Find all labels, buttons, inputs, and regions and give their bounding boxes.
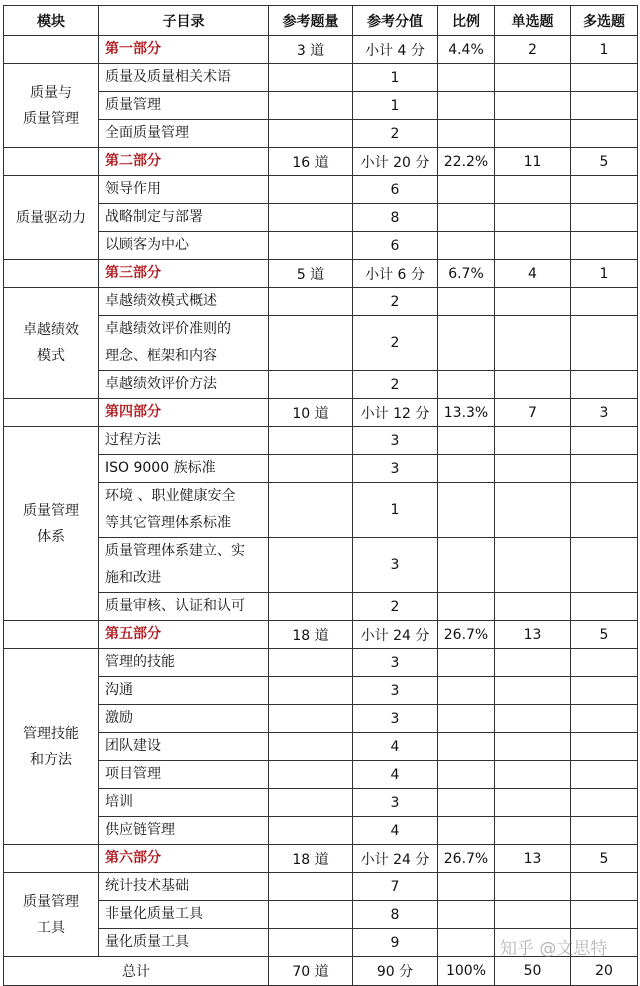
item-ratio-cell <box>438 371 495 399</box>
part-blank-cell <box>4 621 99 649</box>
item-score: 2 <box>353 371 438 399</box>
item-count-cell <box>269 232 353 260</box>
item-ratio-cell <box>438 316 495 371</box>
item-ratio-cell <box>438 789 495 817</box>
subdirectory-name: 质量及质量相关术语 <box>99 64 269 92</box>
part-single: 13 <box>495 621 571 649</box>
item-count-cell <box>269 929 353 957</box>
item-ratio-cell <box>438 64 495 92</box>
item-score: 3 <box>353 427 438 455</box>
item-ratio-cell <box>438 873 495 901</box>
item-ratio-cell <box>438 204 495 232</box>
subdirectory-name: 管理的技能 <box>99 649 269 677</box>
module-name: 质量管理 体系 <box>4 427 99 621</box>
subdirectory-name: 卓越绩效模式概述 <box>99 288 269 316</box>
item-multi-cell <box>571 733 638 761</box>
item-ratio-cell <box>438 649 495 677</box>
item-multi-cell <box>571 288 638 316</box>
item-multi-cell <box>571 538 638 593</box>
subdirectory-name: 质量管理体系建立、实 施和改进 <box>99 538 269 593</box>
item-ratio-cell <box>438 483 495 538</box>
item-count-cell <box>269 677 353 705</box>
part-multi: 1 <box>571 260 638 288</box>
item-single-cell <box>495 64 571 92</box>
subdirectory-name: 沟通 <box>99 677 269 705</box>
part-multi: 3 <box>571 399 638 427</box>
item-single-cell <box>495 733 571 761</box>
item-single-cell <box>495 232 571 260</box>
item-count-cell <box>269 288 353 316</box>
item-count-cell <box>269 483 353 538</box>
subdirectory-name: 项目管理 <box>99 761 269 789</box>
item-single-cell <box>495 538 571 593</box>
item-single-cell <box>495 92 571 120</box>
part-ratio: 4.4% <box>438 36 495 64</box>
item-count-cell <box>269 316 353 371</box>
part-ratio: 13.3% <box>438 399 495 427</box>
item-score: 2 <box>353 316 438 371</box>
item-ratio-cell <box>438 455 495 483</box>
item-count-cell <box>269 120 353 148</box>
table-row <box>4 483 638 538</box>
module-name: 卓越绩效 模式 <box>4 288 99 399</box>
item-ratio-cell <box>438 733 495 761</box>
item-count-cell <box>269 901 353 929</box>
item-score: 2 <box>353 120 438 148</box>
item-multi-cell <box>571 873 638 901</box>
item-multi-cell <box>571 649 638 677</box>
item-single-cell <box>495 371 571 399</box>
item-single-cell <box>495 901 571 929</box>
subdirectory-name: ISO 9000 族标准 <box>99 455 269 483</box>
item-ratio-cell <box>438 817 495 845</box>
part-count: 5 道 <box>269 260 353 288</box>
subdirectory-name: 质量管理 <box>99 92 269 120</box>
part-single: 13 <box>495 845 571 873</box>
item-single-cell <box>495 204 571 232</box>
table-row <box>4 677 638 705</box>
part-row <box>4 36 638 64</box>
part-count: 18 道 <box>269 621 353 649</box>
part-blank-cell <box>4 36 99 64</box>
part-multi: 5 <box>571 845 638 873</box>
part-single: 2 <box>495 36 571 64</box>
item-count-cell <box>269 371 353 399</box>
total-score: 90 分 <box>353 957 438 986</box>
item-multi-cell <box>571 316 638 371</box>
item-count-cell <box>269 538 353 593</box>
part-name: 第四部分 <box>99 399 269 427</box>
item-ratio-cell <box>438 288 495 316</box>
table-row <box>4 817 638 845</box>
part-score: 小计 24 分 <box>353 845 438 873</box>
item-score: 1 <box>353 483 438 538</box>
item-ratio-cell <box>438 92 495 120</box>
item-multi-cell <box>571 427 638 455</box>
table-row <box>4 427 638 455</box>
item-score: 1 <box>353 92 438 120</box>
item-count-cell <box>269 873 353 901</box>
module-name: 质量管理 工具 <box>4 873 99 957</box>
exam-distribution-table <box>3 5 638 986</box>
item-single-cell <box>495 120 571 148</box>
part-row <box>4 845 638 873</box>
item-score: 9 <box>353 929 438 957</box>
header-subdirectory: 子目录 <box>99 6 269 36</box>
table-row <box>4 929 638 957</box>
table-row <box>4 789 638 817</box>
total-ratio: 100% <box>438 957 495 986</box>
subdirectory-name: 培训 <box>99 789 269 817</box>
part-count: 3 道 <box>269 36 353 64</box>
item-single-cell <box>495 427 571 455</box>
subdirectory-name: 过程方法 <box>99 427 269 455</box>
item-score: 8 <box>353 204 438 232</box>
item-count-cell <box>269 92 353 120</box>
module-name: 质量驱动力 <box>4 176 99 260</box>
item-multi-cell <box>571 483 638 538</box>
table-row <box>4 593 638 621</box>
item-count-cell <box>269 733 353 761</box>
item-multi-cell <box>571 677 638 705</box>
item-count-cell <box>269 204 353 232</box>
item-multi-cell <box>571 929 638 957</box>
table-row <box>4 176 638 204</box>
item-score: 4 <box>353 733 438 761</box>
header-single-choice: 单选题 <box>495 6 571 36</box>
part-ratio: 22.2% <box>438 148 495 176</box>
item-count-cell <box>269 427 353 455</box>
table-row <box>4 204 638 232</box>
item-ratio-cell <box>438 593 495 621</box>
part-multi: 1 <box>571 36 638 64</box>
part-ratio: 6.7% <box>438 260 495 288</box>
table-row <box>4 92 638 120</box>
item-ratio-cell <box>438 538 495 593</box>
item-score: 2 <box>353 288 438 316</box>
item-count-cell <box>269 761 353 789</box>
item-single-cell <box>495 316 571 371</box>
part-ratio: 26.7% <box>438 621 495 649</box>
item-score: 4 <box>353 761 438 789</box>
part-score: 小计 12 分 <box>353 399 438 427</box>
table-row <box>4 120 638 148</box>
subdirectory-name: 激励 <box>99 705 269 733</box>
subdirectory-name: 卓越绩效评价准则的 理念、框架和内容 <box>99 316 269 371</box>
item-multi-cell <box>571 761 638 789</box>
subdirectory-name: 全面质量管理 <box>99 120 269 148</box>
item-count-cell <box>269 789 353 817</box>
item-score: 3 <box>353 455 438 483</box>
item-single-cell <box>495 176 571 204</box>
subdirectory-name: 战略制定与部署 <box>99 204 269 232</box>
item-ratio-cell <box>438 901 495 929</box>
item-count-cell <box>269 817 353 845</box>
item-multi-cell <box>571 204 638 232</box>
total-row <box>4 957 638 986</box>
subdirectory-name: 供应链管理 <box>99 817 269 845</box>
subdirectory-name: 以顾客为中心 <box>99 232 269 260</box>
item-single-cell <box>495 873 571 901</box>
total-multi: 20 <box>571 957 638 986</box>
part-name: 第六部分 <box>99 845 269 873</box>
item-single-cell <box>495 649 571 677</box>
item-multi-cell <box>571 455 638 483</box>
part-multi: 5 <box>571 148 638 176</box>
module-name: 管理技能 和方法 <box>4 649 99 845</box>
table-row <box>4 232 638 260</box>
item-ratio-cell <box>438 677 495 705</box>
item-ratio-cell <box>438 232 495 260</box>
item-ratio-cell <box>438 929 495 957</box>
table-row <box>4 761 638 789</box>
table-row <box>4 64 638 92</box>
part-name: 第三部分 <box>99 260 269 288</box>
part-single: 7 <box>495 399 571 427</box>
header-question-count: 参考题量 <box>269 6 353 36</box>
item-single-cell <box>495 455 571 483</box>
item-ratio-cell <box>438 120 495 148</box>
item-ratio-cell <box>438 427 495 455</box>
item-multi-cell <box>571 64 638 92</box>
item-score: 3 <box>353 538 438 593</box>
item-multi-cell <box>571 789 638 817</box>
total-label: 总计 <box>4 957 269 986</box>
part-score: 小计 24 分 <box>353 621 438 649</box>
part-single: 4 <box>495 260 571 288</box>
item-score: 6 <box>353 176 438 204</box>
item-score: 8 <box>353 901 438 929</box>
item-single-cell <box>495 817 571 845</box>
subdirectory-name: 领导作用 <box>99 176 269 204</box>
item-count-cell <box>269 705 353 733</box>
item-multi-cell <box>571 120 638 148</box>
subdirectory-name: 环境 、职业健康安全 等其它管理体系标准 <box>99 483 269 538</box>
item-single-cell <box>495 761 571 789</box>
item-score: 4 <box>353 817 438 845</box>
item-score: 3 <box>353 789 438 817</box>
part-blank-cell <box>4 260 99 288</box>
item-single-cell <box>495 483 571 538</box>
item-multi-cell <box>571 371 638 399</box>
part-name: 第五部分 <box>99 621 269 649</box>
item-score: 7 <box>353 873 438 901</box>
part-score: 小计 20 分 <box>353 148 438 176</box>
part-multi: 5 <box>571 621 638 649</box>
part-ratio: 26.7% <box>438 845 495 873</box>
part-row <box>4 621 638 649</box>
subdirectory-name: 非量化质量工具 <box>99 901 269 929</box>
item-count-cell <box>269 176 353 204</box>
part-name: 第二部分 <box>99 148 269 176</box>
item-count-cell <box>269 455 353 483</box>
part-score: 小计 4 分 <box>353 36 438 64</box>
part-blank-cell <box>4 148 99 176</box>
subdirectory-name: 量化质量工具 <box>99 929 269 957</box>
header-score: 参考分值 <box>353 6 438 36</box>
item-score: 1 <box>353 64 438 92</box>
table-row <box>4 316 638 371</box>
item-score: 6 <box>353 232 438 260</box>
item-ratio-cell <box>438 176 495 204</box>
subdirectory-name: 团队建设 <box>99 733 269 761</box>
part-name: 第一部分 <box>99 36 269 64</box>
part-single: 11 <box>495 148 571 176</box>
table-row <box>4 733 638 761</box>
item-count-cell <box>269 649 353 677</box>
item-single-cell <box>495 288 571 316</box>
part-row <box>4 260 638 288</box>
item-single-cell <box>495 929 571 957</box>
table-row <box>4 288 638 316</box>
part-blank-cell <box>4 845 99 873</box>
part-row <box>4 399 638 427</box>
item-multi-cell <box>571 705 638 733</box>
item-single-cell <box>495 677 571 705</box>
watermark: 知乎 @文思特 <box>500 939 608 959</box>
item-count-cell <box>269 64 353 92</box>
item-single-cell <box>495 789 571 817</box>
item-multi-cell <box>571 901 638 929</box>
subdirectory-name: 质量审核、认证和认可 <box>99 593 269 621</box>
header-multi-choice: 多选题 <box>571 6 638 36</box>
item-count-cell <box>269 593 353 621</box>
header-module: 模块 <box>4 6 99 36</box>
item-multi-cell <box>571 232 638 260</box>
total-single: 50 <box>495 957 571 986</box>
item-multi-cell <box>571 593 638 621</box>
table-row <box>4 538 638 593</box>
table-row <box>4 649 638 677</box>
item-multi-cell <box>571 92 638 120</box>
part-count: 18 道 <box>269 845 353 873</box>
item-single-cell <box>495 705 571 733</box>
item-multi-cell <box>571 176 638 204</box>
part-count: 16 道 <box>269 148 353 176</box>
part-row <box>4 148 638 176</box>
part-score: 小计 6 分 <box>353 260 438 288</box>
part-count: 10 道 <box>269 399 353 427</box>
item-ratio-cell <box>438 761 495 789</box>
part-blank-cell <box>4 399 99 427</box>
table-row <box>4 455 638 483</box>
table-row <box>4 901 638 929</box>
item-score: 3 <box>353 649 438 677</box>
item-ratio-cell <box>438 705 495 733</box>
header-ratio: 比例 <box>438 6 495 36</box>
total-count: 70 道 <box>269 957 353 986</box>
subdirectory-name: 统计技术基础 <box>99 873 269 901</box>
item-multi-cell <box>571 817 638 845</box>
subdirectory-name: 卓越绩效评价方法 <box>99 371 269 399</box>
item-score: 3 <box>353 705 438 733</box>
item-score: 3 <box>353 677 438 705</box>
table-row <box>4 371 638 399</box>
item-single-cell <box>495 593 571 621</box>
table-header-row <box>4 6 638 36</box>
module-name: 质量与 质量管理 <box>4 64 99 148</box>
table-row <box>4 705 638 733</box>
item-score: 2 <box>353 593 438 621</box>
table-row <box>4 873 638 901</box>
